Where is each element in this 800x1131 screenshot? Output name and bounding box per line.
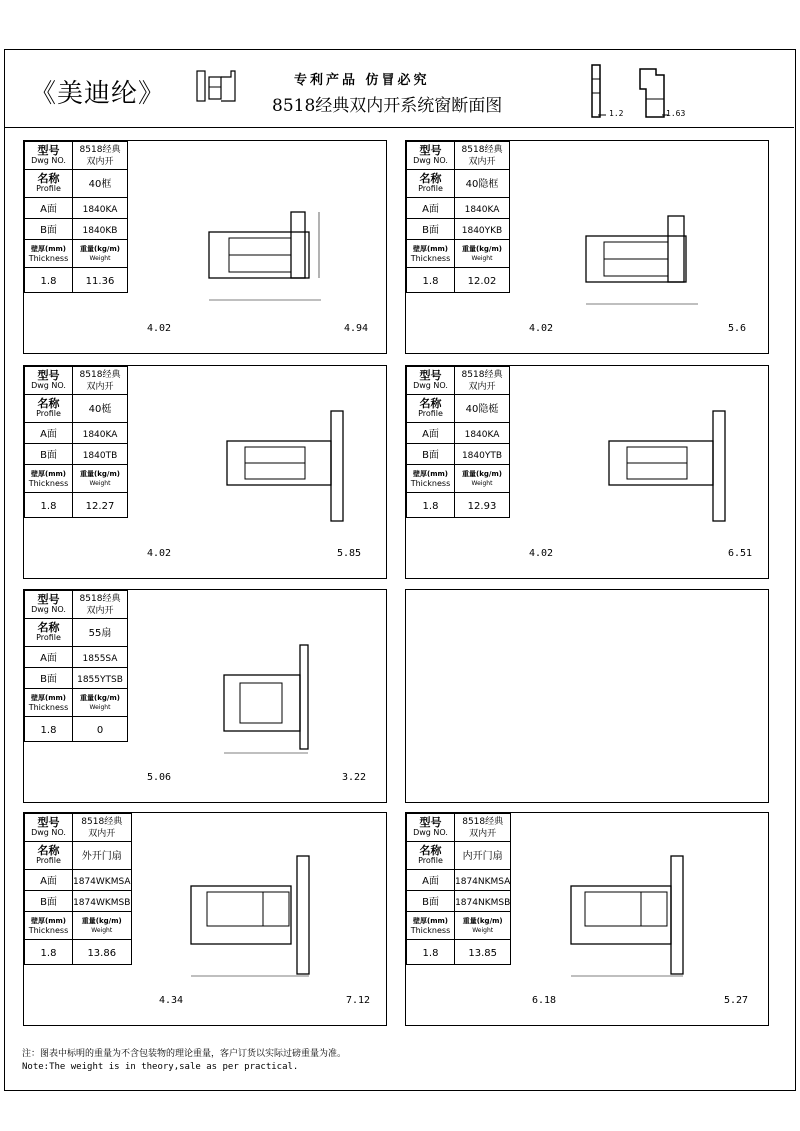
face-b-label: B面	[407, 444, 455, 465]
face-b-label: B面	[25, 219, 73, 240]
profile-thumbnail-icon	[189, 67, 249, 107]
right-figure: 5.6	[728, 323, 747, 334]
profile-card-sash-55	[23, 589, 387, 803]
face-b-value: 1874WKMSB	[73, 891, 132, 912]
face-a-label: A面	[25, 647, 73, 668]
spec-table	[24, 590, 128, 742]
thickness-label: 壁厚(mm) Thickness	[407, 912, 455, 940]
profile-value: 内开门扇	[455, 842, 511, 870]
section-drawing	[204, 635, 354, 775]
face-a-label: A面	[25, 423, 73, 444]
model-value: 8518经典双内开	[455, 367, 510, 395]
thickness-value: 1.8	[25, 268, 73, 293]
right-figure: 3.22	[342, 772, 367, 783]
spec-table	[24, 141, 128, 293]
model-value: 8518经典双内开	[455, 814, 511, 842]
thickness-label: 壁厚(mm) Thickness	[25, 912, 73, 940]
face-b-label: B面	[25, 668, 73, 689]
model-value: 8518经典双内开	[73, 814, 132, 842]
weight-value: 13.86	[73, 940, 132, 965]
profile-value: 40梃	[73, 395, 128, 423]
weight-label: 重量(kg/m) Weight	[73, 689, 128, 717]
face-b-value: 1840YKB	[455, 219, 510, 240]
face-a-value: 1874NKMSA	[455, 870, 511, 891]
weight-label: 重量(kg/m) Weight	[73, 465, 128, 493]
face-b-label: B面	[25, 444, 73, 465]
document-title: 8518经典双内开系统窗断面图	[272, 96, 503, 116]
right-figure: 5.27	[724, 995, 749, 1006]
right-figure: 5.85	[337, 548, 362, 559]
face-b-label: B面	[25, 891, 73, 912]
face-a-label: A面	[407, 870, 455, 891]
model-label: 型号 Dwg NO.	[25, 142, 73, 170]
thickness-value: 1.8	[407, 493, 455, 518]
face-b-value: 1840YTB	[455, 444, 510, 465]
left-figure: 4.02	[147, 323, 172, 334]
face-b-label: B面	[407, 219, 455, 240]
face-a-label: A面	[25, 870, 73, 891]
profile-label: 名称 Profile	[25, 395, 73, 423]
left-figure: 5.06	[147, 772, 172, 783]
profile-label: 名称 Profile	[407, 842, 455, 870]
face-b-value: 1874NKMSB	[455, 891, 511, 912]
spec-table	[406, 141, 510, 293]
face-b-value: 1855YTSB	[73, 668, 128, 689]
weight-label: 重量(kg/m) Weight	[455, 465, 510, 493]
left-figure: 4.02	[529, 548, 554, 559]
profile-label: 名称 Profile	[25, 619, 73, 647]
profile-value: 外开门扇	[73, 842, 132, 870]
thickness-label: 壁厚(mm) Thickness	[25, 465, 73, 493]
model-label: 型号 Dwg NO.	[407, 814, 455, 842]
spec-table	[406, 366, 510, 518]
right-figure: 7.12	[346, 995, 371, 1006]
section-drawing	[209, 401, 359, 541]
weight-label: 重量(kg/m) Weight	[73, 240, 128, 268]
weight-label: 重量(kg/m) Weight	[455, 912, 511, 940]
profile-card-outward-door-sash	[23, 812, 387, 1026]
weight-value: 11.36	[73, 268, 128, 293]
model-value: 8518经典双内开	[73, 367, 128, 395]
model-value: 8518经典双内开	[455, 142, 510, 170]
spec-table	[406, 813, 511, 965]
section-drawing	[179, 848, 329, 988]
profile-value: 40隐框	[455, 170, 510, 198]
left-figure: 4.02	[529, 323, 554, 334]
section-drawing	[551, 848, 701, 988]
face-a-label: A面	[25, 198, 73, 219]
profile-label: 名称 Profile	[25, 842, 73, 870]
section-drawing	[591, 401, 741, 541]
weight-label: 重量(kg/m) Weight	[455, 240, 510, 268]
face-b-label: B面	[407, 891, 455, 912]
face-a-value: 1840KA	[455, 198, 510, 219]
face-a-value: 1855SA	[73, 647, 128, 668]
face-b-value: 1840TB	[73, 444, 128, 465]
profile-label: 名称 Profile	[25, 170, 73, 198]
slogan: 专利产品 仿冒必究	[294, 73, 430, 88]
profile-value: 40框	[73, 170, 128, 198]
face-a-value: 1840KA	[455, 423, 510, 444]
thickness-label: 壁厚(mm) Thickness	[25, 689, 73, 717]
thickness-value: 1.8	[25, 493, 73, 518]
weight-label: 重量(kg/m) Weight	[73, 912, 132, 940]
weight-value: 12.27	[73, 493, 128, 518]
face-b-value: 1840KB	[73, 219, 128, 240]
thickness-value: 1.8	[407, 940, 455, 965]
weight-value: 12.93	[455, 493, 510, 518]
model-label: 型号 Dwg NO.	[407, 367, 455, 395]
thickness-label: 壁厚(mm) Thickness	[407, 240, 455, 268]
left-figure: 4.02	[147, 548, 172, 559]
section-drawing	[199, 186, 349, 326]
thickness-label: 壁厚(mm) Thickness	[25, 240, 73, 268]
thickness-label: 壁厚(mm) Thickness	[407, 465, 455, 493]
empty-card	[405, 589, 769, 803]
profile-label: 名称 Profile	[407, 395, 455, 423]
model-label: 型号 Dwg NO.	[25, 367, 73, 395]
profile-card-hidden-frame-40	[405, 140, 769, 354]
profile-value: 55扇	[73, 619, 128, 647]
model-label: 型号 Dwg NO.	[407, 142, 455, 170]
header	[4, 49, 794, 128]
face-a-value: 1840KA	[73, 198, 128, 219]
thickness-value: 1.8	[25, 717, 73, 742]
left-figure: 6.18	[532, 995, 557, 1006]
model-value: 8518经典双内开	[73, 591, 128, 619]
model-label: 型号 Dwg NO.	[25, 814, 73, 842]
profile-card-inward-door-sash	[405, 812, 769, 1026]
left-figure: 4.34	[159, 995, 184, 1006]
profile-card-hidden-mullion-40	[405, 365, 769, 579]
profile-card-frame-40	[23, 140, 387, 354]
wall-thickness-right: 1.63	[666, 109, 686, 118]
model-label: 型号 Dwg NO.	[25, 591, 73, 619]
spec-table	[24, 366, 128, 518]
weight-value: 13.85	[455, 940, 511, 965]
face-a-label: A面	[407, 423, 455, 444]
brand-name: 《美迪纶》	[30, 79, 166, 109]
face-a-value: 1874WKMSA	[73, 870, 132, 891]
spec-table	[24, 813, 132, 965]
right-figure: 4.94	[344, 323, 369, 334]
face-a-value: 1840KA	[73, 423, 128, 444]
weight-value: 12.02	[455, 268, 510, 293]
model-value: 8518经典双内开	[73, 142, 128, 170]
profile-card-mullion-40	[23, 365, 387, 579]
wall-thickness-left: 1.2	[609, 109, 624, 118]
note-english: Note:The weight is in theory,sale as per practical.	[22, 1062, 299, 1072]
weight-value: 0	[73, 717, 128, 742]
note-chinese: 注：图表中标明的重量为不含包装物的理论重量，客户订货以实际过磅重量为准。	[22, 1049, 347, 1059]
section-drawing	[576, 186, 726, 326]
profile-value: 40隐梃	[455, 395, 510, 423]
right-figure: 6.51	[728, 548, 753, 559]
thickness-value: 1.8	[407, 268, 455, 293]
profile-label: 名称 Profile	[407, 170, 455, 198]
thickness-value: 1.8	[25, 940, 73, 965]
face-a-label: A面	[407, 198, 455, 219]
